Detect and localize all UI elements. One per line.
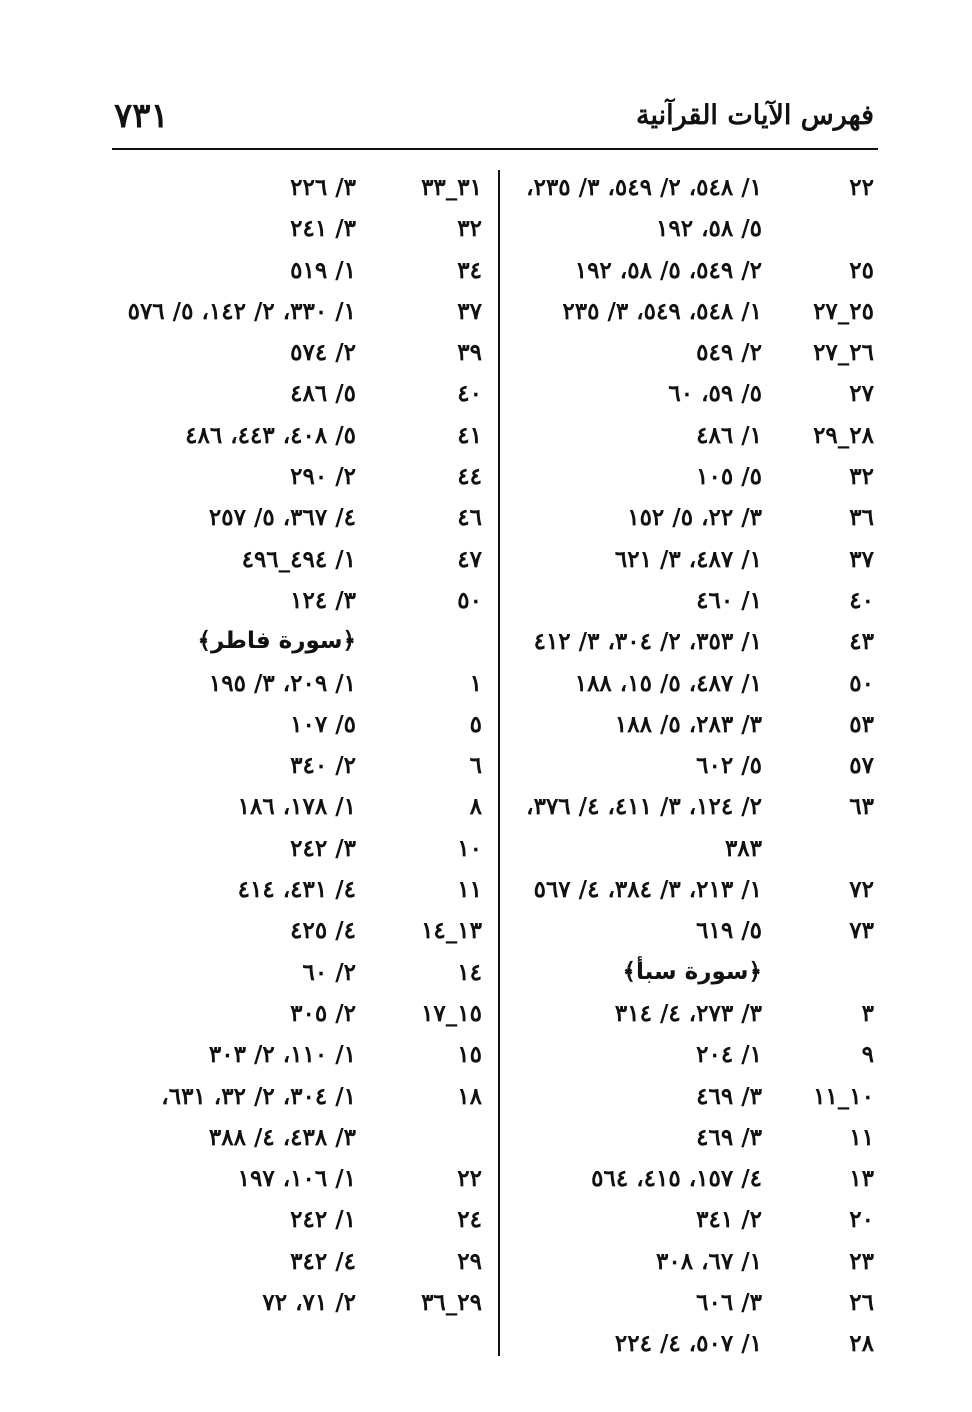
index-entry bbox=[508, 992, 880, 1033]
volume-page-refs: ١/ ٥٤٨، ٢/ ٥٤٩، ٣/ ٢٣٥، bbox=[526, 174, 762, 201]
index-entry bbox=[508, 1198, 880, 1239]
index-entry bbox=[508, 1075, 880, 1116]
verse-number: ١١ bbox=[849, 1123, 874, 1151]
index-entry bbox=[508, 1033, 880, 1074]
verse-number: ٥٣ bbox=[849, 710, 874, 738]
verse-number: ٦٣ bbox=[849, 793, 874, 821]
index-entry bbox=[508, 1322, 880, 1363]
verse-number: ٥٠ bbox=[849, 669, 874, 697]
volume-page-refs: ١/ ٦٧، ٣٠٨ bbox=[656, 1247, 762, 1275]
index-entry bbox=[112, 579, 488, 620]
verse-number: ٣٤ bbox=[457, 256, 482, 284]
volume-page-refs: ٥/ ١٠٧ bbox=[290, 710, 356, 738]
index-entry bbox=[508, 166, 880, 207]
volume-page-refs: ٢/ ٣٤٠ bbox=[290, 752, 356, 780]
index-entry bbox=[112, 372, 488, 413]
index-entry bbox=[112, 1075, 488, 1116]
verse-number: ٢٧ bbox=[849, 380, 874, 408]
index-entry bbox=[508, 414, 880, 455]
volume-page-refs: ٢/ ٣٠٥ bbox=[290, 999, 356, 1027]
volume-page-refs: ١/ ٤٦٠ bbox=[696, 586, 762, 614]
surah-heading bbox=[112, 620, 488, 661]
volume-page-refs: ١/ ٣٠٤، ٢/ ٣٢، ٦٣١، bbox=[161, 1082, 356, 1110]
index-entry bbox=[508, 785, 880, 826]
volume-page-refs: ٢/ ٣٤١ bbox=[696, 1206, 762, 1234]
verse-number: ١٥ bbox=[457, 1041, 482, 1069]
verse-number: ٧٣ bbox=[849, 917, 874, 945]
verse-number: ٩ bbox=[861, 1041, 874, 1069]
index-entry bbox=[112, 909, 488, 950]
index-entry bbox=[112, 703, 488, 744]
verse-number: ٦ bbox=[469, 752, 482, 780]
volume-page-refs: ٥/ ٤٨٦ bbox=[290, 380, 356, 408]
verse-number: ٣١_٣٣ bbox=[421, 174, 482, 201]
verse-number: ٢٥ bbox=[849, 256, 874, 284]
volume-page-refs: ٣/ ٤٦٩ bbox=[696, 1082, 762, 1110]
volume-page-refs: ٥/ ٥٩، ٦٠ bbox=[668, 380, 762, 408]
verse-number: ٢٦_٢٧ bbox=[813, 339, 874, 367]
volume-page-refs: ٢/ ١٢٤، ٣/ ٤١١، ٤/ ٣٧٦، bbox=[526, 793, 762, 821]
volume-page-refs: ١/ ٢١٣، ٣/ ٣٨٤، ٤/ ٥٦٧ bbox=[533, 876, 762, 904]
volume-page-refs: ٤/ ٣٦٧، ٥/ ٢٥٧ bbox=[208, 504, 356, 532]
verse-number: ٧٢ bbox=[849, 876, 874, 904]
index-entry bbox=[508, 744, 880, 785]
index-entry bbox=[112, 1033, 488, 1074]
volume-page-refs: ١/ ٥١٩ bbox=[290, 256, 356, 284]
index-entry bbox=[112, 496, 488, 537]
index-entry bbox=[508, 331, 880, 372]
index-entry bbox=[112, 207, 488, 248]
volume-page-refs: ٣/ ٤٣٨، ٤/ ٣٨٨ bbox=[208, 1123, 356, 1151]
index-entry bbox=[112, 785, 488, 826]
verse-number: ٣٧ bbox=[849, 545, 874, 573]
page-number: ٧٣١ bbox=[114, 96, 169, 136]
index-title: فهرس الآيات القرآنية bbox=[636, 100, 874, 131]
verse-number: ٤٤ bbox=[457, 463, 482, 491]
volume-page-refs: ٥/ ٦٠٢ bbox=[696, 752, 762, 780]
page-header bbox=[112, 96, 878, 150]
verse-number: ١٠ bbox=[457, 834, 482, 862]
volume-page-refs: ١/ ٣٥٣، ٢/ ٣٠٤، ٣/ ٤١٢ bbox=[533, 628, 762, 656]
verse-number: ٢٦ bbox=[849, 1289, 874, 1317]
index-entry bbox=[508, 868, 880, 909]
column-divider bbox=[498, 170, 500, 1356]
volume-page-refs: ٣/ ٢٢٦ bbox=[290, 174, 356, 201]
volume-page-refs: ١/ ١٠٦، ١٩٧ bbox=[237, 1165, 356, 1193]
index-entry bbox=[508, 662, 880, 703]
index-entry bbox=[112, 331, 488, 372]
index-entry bbox=[508, 249, 880, 290]
surah-title: ﴿سورة فاطر﴾ bbox=[197, 628, 356, 655]
verse-number: ٨ bbox=[469, 793, 482, 821]
index-entry bbox=[508, 1281, 880, 1322]
verse-number: ٤٣ bbox=[849, 628, 874, 656]
index-entry bbox=[112, 662, 488, 703]
index-entry bbox=[508, 207, 880, 248]
index-entry bbox=[508, 909, 880, 950]
volume-page-refs: ٣/ ٢٤١ bbox=[290, 215, 356, 243]
volume-page-refs: ٣/ ٢٢، ٥/ ١٥٢ bbox=[627, 504, 762, 532]
verse-number: ٥ bbox=[469, 710, 482, 738]
volume-page-refs: ١/ ٤٨٧، ٥/ ١٥، ١٨٨ bbox=[574, 669, 762, 697]
volume-page-refs: ١/ ٢٠٤ bbox=[696, 1041, 762, 1069]
verse-number: ٢٣ bbox=[849, 1247, 874, 1275]
volume-page-refs: ٢/ ٢٩٠ bbox=[290, 463, 356, 491]
volume-page-refs: ١/ ٤٨٧، ٣/ ٦٢١ bbox=[614, 545, 762, 573]
volume-page-refs: ٤/ ٤٣١، ٤١٤ bbox=[237, 876, 356, 904]
index-entry bbox=[112, 744, 488, 785]
surah-heading bbox=[508, 951, 880, 992]
verse-number: ٣٩ bbox=[457, 339, 482, 367]
verse-number: ٣٧ bbox=[457, 297, 482, 325]
volume-page-refs: ١/ ٤٨٦ bbox=[696, 421, 762, 449]
volume-page-refs: ٣/ ١٢٤ bbox=[290, 586, 356, 614]
index-entry bbox=[112, 827, 488, 868]
index-entry bbox=[508, 620, 880, 661]
index-entry bbox=[112, 455, 488, 496]
verse-number: ٢٢ bbox=[457, 1165, 482, 1193]
right-column bbox=[508, 166, 880, 1364]
index-entry bbox=[508, 496, 880, 537]
verse-number: ٢٢ bbox=[849, 174, 874, 201]
volume-page-refs: ١/ ١٧٨، ١٨٦ bbox=[237, 793, 356, 821]
index-entry bbox=[112, 166, 488, 207]
verse-number: ٤٦ bbox=[457, 504, 482, 532]
volume-page-refs: ٤/ ٣٤٢ bbox=[290, 1247, 356, 1275]
left-column bbox=[112, 166, 488, 1322]
index-entry bbox=[112, 414, 488, 455]
verse-number: ٤١ bbox=[457, 421, 482, 449]
verse-number: ٤٧ bbox=[457, 545, 482, 573]
volume-page-refs: ١/ ٢٠٩، ٣/ ١٩٥ bbox=[208, 669, 356, 697]
index-entry bbox=[508, 1116, 880, 1157]
index-entry bbox=[112, 868, 488, 909]
volume-page-refs: ٣/ ٢٤٢ bbox=[290, 834, 356, 862]
volume-page-refs: ٣٨٣ bbox=[724, 834, 762, 862]
volume-page-refs: ٢/ ٧١، ٧٢ bbox=[262, 1289, 356, 1317]
index-entry bbox=[508, 703, 880, 744]
verse-number: ١١ bbox=[457, 876, 482, 904]
volume-page-refs: ١/ ١١٠، ٢/ ٣٠٣ bbox=[208, 1041, 356, 1069]
volume-page-refs: ١/ ٥٤٨، ٥٤٩، ٣/ ٢٣٥ bbox=[562, 297, 762, 325]
index-entry bbox=[112, 1281, 488, 1322]
verse-number: ٢٩ bbox=[457, 1247, 482, 1275]
volume-page-refs: ١/ ٢٤٢ bbox=[290, 1206, 356, 1234]
verse-number: ٣ bbox=[861, 999, 874, 1027]
index-entry bbox=[112, 1116, 488, 1157]
index-entry bbox=[508, 1240, 880, 1281]
index-entry bbox=[508, 579, 880, 620]
verse-number: ٢٠ bbox=[849, 1206, 874, 1234]
index-entry bbox=[112, 951, 488, 992]
verse-number: ١٣_١٤ bbox=[421, 917, 482, 945]
verse-number: ٣٢ bbox=[457, 215, 482, 243]
volume-page-refs: ١/ ٤٩٤_٤٩٦ bbox=[241, 545, 356, 573]
index-entry bbox=[508, 455, 880, 496]
verse-number: ٢٩_٣٦ bbox=[421, 1289, 482, 1317]
verse-number: ٢٤ bbox=[457, 1206, 482, 1234]
index-entry bbox=[508, 372, 880, 413]
verse-number: ٢٨ bbox=[849, 1330, 874, 1358]
volume-page-refs: ٣/ ٢٨٣، ٥/ ١٨٨ bbox=[614, 710, 762, 738]
volume-page-refs: ٥/ ٤٠٨، ٤٤٣، ٤٨٦ bbox=[185, 421, 356, 449]
verse-number: ٣٦ bbox=[849, 504, 874, 532]
volume-page-refs: ٥/ ٥٨، ١٩٢ bbox=[656, 215, 762, 243]
volume-page-refs: ١/ ٥٠٧، ٤/ ٢٢٤ bbox=[614, 1330, 762, 1358]
volume-page-refs: ١/ ٣٣٠، ٢/ ١٤٢، ٥/ ٥٧٦ bbox=[127, 297, 356, 325]
index-entry bbox=[112, 249, 488, 290]
index-entry bbox=[112, 290, 488, 331]
volume-page-refs: ٣/ ٢٧٣، ٤/ ٣١٤ bbox=[614, 999, 762, 1027]
verse-number: ٥٧ bbox=[849, 752, 874, 780]
index-entry bbox=[112, 992, 488, 1033]
volume-page-refs: ٢/ ٥٧٤ bbox=[290, 339, 356, 367]
verse-number: ١٣ bbox=[849, 1165, 874, 1193]
index-entry bbox=[112, 1157, 488, 1198]
volume-page-refs: ٢/ ٥٤٩، ٥/ ٥٨، ١٩٢ bbox=[574, 256, 762, 284]
index-entry bbox=[112, 1240, 488, 1281]
index-entry bbox=[112, 1198, 488, 1239]
volume-page-refs: ٤/ ١٥٧، ٤١٥، ٥٦٤ bbox=[591, 1165, 762, 1193]
volume-page-refs: ٣/ ٦٠٦ bbox=[696, 1289, 762, 1317]
verse-number: ١٠_١١ bbox=[813, 1082, 874, 1110]
index-entry bbox=[508, 538, 880, 579]
verse-number: ١٨ bbox=[457, 1082, 482, 1110]
verse-number: ٣٢ bbox=[849, 463, 874, 491]
volume-page-refs: ٥/ ١٠٥ bbox=[696, 463, 762, 491]
volume-page-refs: ٢/ ٥٤٩ bbox=[696, 339, 762, 367]
verse-number: ١ bbox=[469, 669, 482, 697]
surah-title: ﴿سورة سبأ﴾ bbox=[622, 958, 762, 985]
index-entry bbox=[508, 1157, 880, 1198]
verse-number: ٤٠ bbox=[457, 380, 482, 408]
verse-number: ٤٠ bbox=[849, 586, 874, 614]
volume-page-refs: ٤/ ٤٢٥ bbox=[290, 917, 356, 945]
index-entry bbox=[112, 538, 488, 579]
verse-number: ١٤ bbox=[457, 958, 482, 986]
verse-number: ٥٠ bbox=[457, 586, 482, 614]
volume-page-refs: ٢/ ٦٠ bbox=[302, 958, 356, 986]
index-entry bbox=[508, 827, 880, 868]
volume-page-refs: ٣/ ٤٦٩ bbox=[696, 1123, 762, 1151]
verse-number: ٢٥_٢٧ bbox=[813, 297, 874, 325]
volume-page-refs: ٥/ ٦١٩ bbox=[696, 917, 762, 945]
verse-number: ٢٨_٢٩ bbox=[813, 421, 874, 449]
index-entry bbox=[508, 290, 880, 331]
verse-number: ١٥_١٧ bbox=[421, 999, 482, 1027]
